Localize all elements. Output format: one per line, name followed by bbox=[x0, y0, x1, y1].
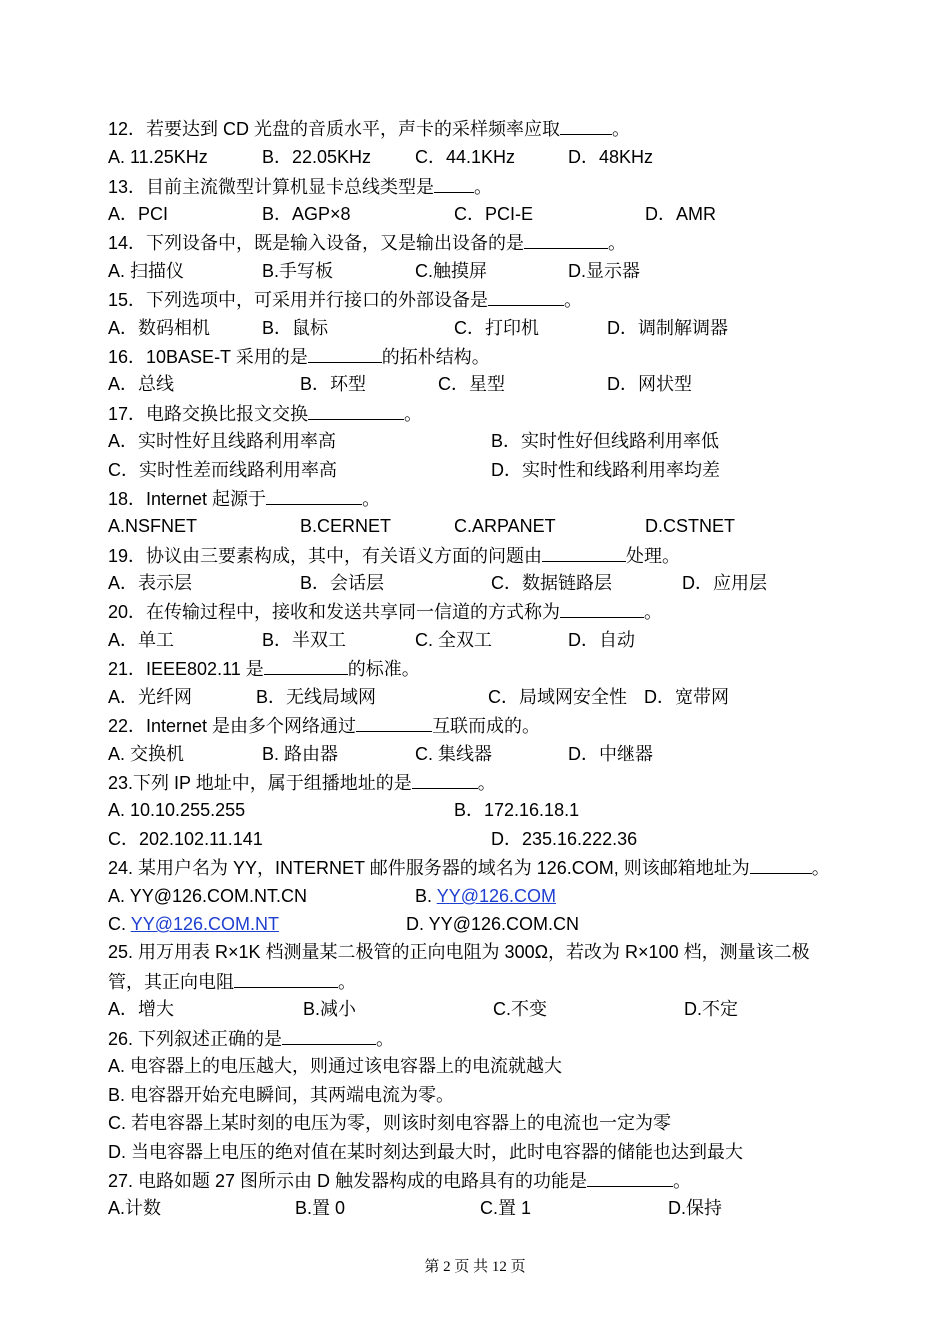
option-b: B.减小 bbox=[303, 999, 357, 1019]
answer-blank bbox=[234, 969, 338, 988]
stem-tail: 。 bbox=[376, 1029, 395, 1049]
stem-text: 19．协议由三要素构成，其中，有关语义方面的问题由 bbox=[108, 546, 543, 566]
option-c: C．打印机 bbox=[454, 318, 539, 338]
answer-blank bbox=[308, 401, 404, 420]
question-21-stem bbox=[108, 656, 420, 681]
option-c: C.置 1 bbox=[480, 1198, 532, 1218]
question-19-stem bbox=[108, 543, 680, 568]
option-d: D．235.16.222.36 bbox=[491, 829, 638, 849]
option-b: B．172.16.18.1 bbox=[454, 800, 580, 820]
option-d: D．调制解调器 bbox=[607, 318, 728, 338]
option-c: C. 全双工 bbox=[415, 630, 493, 650]
option-b: B．鼠标 bbox=[262, 318, 329, 338]
option-c: C.触摸屏 bbox=[415, 261, 487, 281]
stem-tail: 。 bbox=[477, 773, 496, 793]
option-d: D．宽带网 bbox=[644, 687, 729, 707]
stem-tail: 。 bbox=[338, 972, 356, 992]
option-a: A．单工 bbox=[108, 630, 175, 650]
question-26-stem bbox=[108, 1026, 394, 1051]
question-13-stem bbox=[108, 174, 492, 199]
answer-blank bbox=[560, 116, 612, 135]
option-c bbox=[108, 912, 279, 936]
option-d: D.CSTNET bbox=[645, 516, 735, 536]
option-a: A. 电容器上的电压越大，则通过该电容器上的电流就越大 bbox=[108, 1056, 563, 1076]
option-a: A. 11.25KHz bbox=[108, 147, 208, 167]
question-24-stem bbox=[108, 855, 830, 880]
option-c: C.ARPANET bbox=[454, 516, 556, 536]
option-c: C．202.102.11.141 bbox=[108, 829, 263, 849]
option-d: D．实时性和线路利用率均差 bbox=[491, 460, 720, 480]
answer-blank bbox=[750, 855, 812, 874]
stem-tail: 。 bbox=[644, 602, 663, 622]
stem-tail: 。 bbox=[564, 290, 583, 310]
question-22-stem bbox=[108, 713, 540, 738]
email-link-option-b[interactable]: YY@126.COM bbox=[436, 886, 557, 906]
option-a: A．PCI bbox=[108, 204, 169, 224]
option-a: A．表示层 bbox=[108, 573, 193, 593]
question-25-stem bbox=[108, 940, 810, 964]
answer-blank bbox=[412, 770, 478, 789]
option-letter: C. bbox=[108, 914, 126, 934]
stem-tail: 。 bbox=[404, 404, 423, 424]
option-b: B．环型 bbox=[300, 374, 367, 394]
option-a: A．总线 bbox=[108, 374, 175, 394]
question-17-stem bbox=[108, 401, 422, 426]
question-27-stem bbox=[108, 1168, 691, 1193]
option-c: C．实时性差而线路利用率高 bbox=[108, 460, 337, 480]
question-18-stem bbox=[108, 486, 380, 511]
option-a: A．实时性好且线路利用率高 bbox=[108, 431, 337, 451]
option-d: D．中继器 bbox=[568, 744, 653, 764]
option-d: D．48KHz bbox=[568, 147, 654, 167]
option-b: B.CERNET bbox=[300, 516, 392, 536]
stem-tail: 。 bbox=[612, 119, 631, 139]
option-a: A. 交换机 bbox=[108, 744, 185, 764]
stem-tail: 的标准。 bbox=[347, 659, 420, 679]
question-23-stem bbox=[108, 770, 496, 795]
answer-blank bbox=[488, 287, 564, 306]
stem-text: 16．10BASE-T 采用的是 bbox=[108, 347, 308, 367]
answer-blank bbox=[560, 599, 644, 618]
answer-blank bbox=[282, 1026, 376, 1045]
stem-tail: 。 bbox=[673, 1171, 692, 1191]
option-c: C．数据链路层 bbox=[491, 573, 612, 593]
option-b: B．半双工 bbox=[262, 630, 347, 650]
option-a: A．数码相机 bbox=[108, 318, 211, 338]
stem-text: 17．电路交换比报文交换 bbox=[108, 404, 309, 424]
stem-tail: 处理。 bbox=[626, 546, 681, 566]
option-d: D.显示器 bbox=[568, 261, 640, 281]
answer-blank bbox=[264, 656, 348, 675]
option-c: C．44.1KHz bbox=[415, 147, 516, 167]
stem-text: 24. 某用户名为 YY，INTERNET 邮件服务器的域名为 126.COM, 则该邮箱地址为 bbox=[108, 858, 750, 878]
answer-blank bbox=[434, 174, 474, 193]
option-c: C．PCI-E bbox=[454, 204, 534, 224]
stem-text: 21．IEEE802.11 是 bbox=[108, 659, 264, 679]
stem-text: 23.下列 IP 地址中，属于组播地址的是 bbox=[108, 773, 412, 793]
stem-text: 26. 下列叙述正确的是 bbox=[108, 1029, 283, 1049]
option-d: D.不定 bbox=[684, 999, 738, 1019]
option-d: D.保持 bbox=[668, 1198, 722, 1218]
stem-tail: 。 bbox=[474, 177, 493, 197]
stem-text: 22．Internet 是由多个网络通过 bbox=[108, 716, 357, 736]
stem-text: 15．下列选项中，可采用并行接口的外部设备是 bbox=[108, 290, 489, 310]
answer-blank bbox=[542, 543, 626, 562]
stem-tail: 的拓朴结构。 bbox=[381, 347, 490, 367]
stem-text: 13．目前主流微型计算机显卡总线类型是 bbox=[108, 177, 435, 197]
option-d: D．网状型 bbox=[607, 374, 692, 394]
stem-text: 18．Internet 起源于 bbox=[108, 489, 267, 509]
option-a: A．光纤网 bbox=[108, 687, 193, 707]
email-link-option-c[interactable]: YY@126.COM.NT bbox=[130, 914, 279, 934]
option-b: B．无线局域网 bbox=[256, 687, 377, 707]
stem-text: 20．在传输过程中，接收和发送共享同一信道的方式称为 bbox=[108, 602, 561, 622]
option-c: C. 若电容器上某时刻的电压为零，则该时刻电容器上的电流也一定为零 bbox=[108, 1113, 671, 1133]
option-b: B．AGP×8 bbox=[262, 204, 351, 224]
option-a: A. 扫描仪 bbox=[108, 261, 185, 281]
option-a: A.计数 bbox=[108, 1198, 162, 1218]
option-b bbox=[415, 884, 556, 908]
option-d: D．自动 bbox=[568, 630, 635, 650]
option-b: B. 路由器 bbox=[262, 744, 339, 764]
option-a: A.NSFNET bbox=[108, 516, 198, 536]
stem-text: 管，其正向电阻 bbox=[108, 972, 234, 992]
option-c: C．星型 bbox=[438, 374, 505, 394]
question-16-stem bbox=[108, 344, 490, 369]
option-d: D．应用层 bbox=[682, 573, 767, 593]
option-a: A. 10.10.255.255 bbox=[108, 800, 246, 820]
page-footer: 第 2 页 共 12 页 bbox=[424, 1259, 526, 1275]
stem-text: 27. 电路如题 27 图所示由 D 触发器构成的电路具有的功能是 bbox=[108, 1171, 588, 1191]
answer-blank bbox=[524, 230, 608, 249]
option-a: A．增大 bbox=[108, 999, 175, 1019]
stem-tail: 互联而成的。 bbox=[432, 716, 541, 736]
answer-blank bbox=[356, 713, 432, 732]
answer-blank bbox=[266, 486, 362, 505]
option-b: B．实时性好但线路利用率低 bbox=[491, 431, 720, 451]
stem-tail: 。 bbox=[811, 858, 830, 878]
answer-blank bbox=[587, 1168, 673, 1187]
option-b: B．会话层 bbox=[300, 573, 385, 593]
stem-tail: 。 bbox=[362, 489, 381, 509]
option-b: B.手写板 bbox=[262, 261, 334, 281]
option-b: B. 电容器开始充电瞬间，其两端电流为零。 bbox=[108, 1085, 455, 1105]
answer-blank bbox=[308, 344, 382, 363]
option-b: B.置 0 bbox=[295, 1198, 346, 1218]
option-d: D．AMR bbox=[645, 204, 716, 224]
option-a: A. YY@126.COM.NT.CN bbox=[108, 886, 307, 906]
stem-text: 14．下列设备中，既是输入设备，又是输出设备的是 bbox=[108, 233, 525, 253]
option-c: C. 集线器 bbox=[415, 744, 493, 764]
question-15-stem bbox=[108, 287, 582, 312]
question-25-stem-cont bbox=[108, 969, 356, 994]
stem-text: 12．若要达到 CD 光盘的音质水平，声卡的采样频率应取 bbox=[108, 119, 561, 139]
stem-text: 25. 用万用表 R×1K 档测量某二极管的正向电阻为 300Ω，若改为 R×100 档，测量该二极 bbox=[108, 942, 810, 962]
option-d: D. 当电容器上电压的绝对值在某时刻达到最大时，此时电容器的储能也达到最大 bbox=[108, 1142, 743, 1162]
question-20-stem bbox=[108, 599, 662, 624]
option-d: D. YY@126.COM.CN bbox=[406, 914, 579, 934]
stem-tail: 。 bbox=[608, 233, 627, 253]
option-b: B．22.05KHz bbox=[262, 147, 372, 167]
question-14-stem bbox=[108, 230, 626, 255]
question-12-stem bbox=[108, 116, 630, 141]
option-letter: B. bbox=[415, 886, 433, 906]
option-c: C.不变 bbox=[493, 999, 547, 1019]
option-c: C．局域网安全性 bbox=[488, 687, 627, 707]
